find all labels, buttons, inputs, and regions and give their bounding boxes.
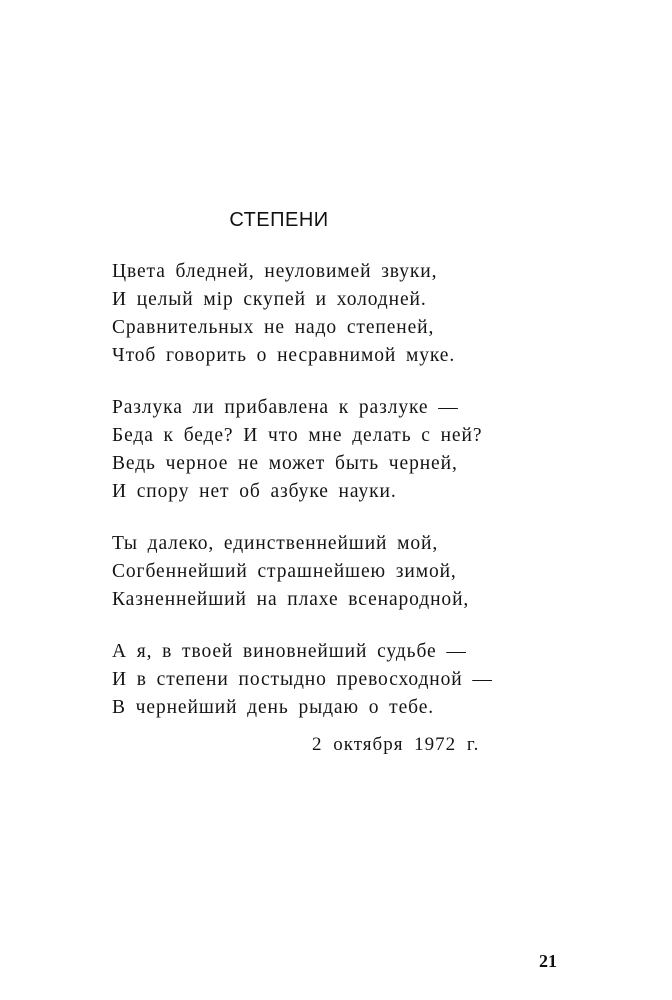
poem-title: СТЕПЕНИ bbox=[229, 209, 329, 231]
poem-line: И целый мiр скупей и холодней. bbox=[112, 289, 427, 310]
poem-line: В чернейший день рыдаю о тебе. bbox=[112, 697, 435, 718]
stanza-2 bbox=[112, 394, 572, 506]
poem-line: Сравнительных не надо степеней, bbox=[112, 317, 435, 338]
poem-date: 2 октября 1972 г. bbox=[312, 734, 480, 755]
poem-line: Казненнейший на плахе всенародной, bbox=[112, 589, 470, 610]
poem-line: Беда к беде? И что мне делать с ней? bbox=[112, 425, 483, 446]
poem-line: Ведь черное не может быть черней, bbox=[112, 453, 458, 474]
poem-line: Согбеннейший страшнейшею зимой, bbox=[112, 561, 457, 582]
stanza-3 bbox=[112, 530, 572, 614]
poem-line: И в степени постыдно превосходной — bbox=[112, 669, 493, 690]
poem-line: И спору нет об азбуке науки. bbox=[112, 481, 397, 502]
poem-line: А я, в твоей виновнейший судьбе — bbox=[112, 641, 467, 662]
poem-line: Ты далеко, единственнейший мой, bbox=[112, 533, 439, 554]
poem-line: Цвета бледней, неуловимей звуки, bbox=[112, 261, 438, 282]
poem-body bbox=[112, 258, 572, 746]
stanza-4 bbox=[112, 638, 572, 722]
page-number: 21 bbox=[539, 951, 557, 971]
poem-line: Разлука ли прибавлена к разлуке — bbox=[112, 397, 459, 418]
poem-line: Чтоб говорить о несравнимой муке. bbox=[112, 345, 456, 366]
stanza-1 bbox=[112, 258, 572, 370]
